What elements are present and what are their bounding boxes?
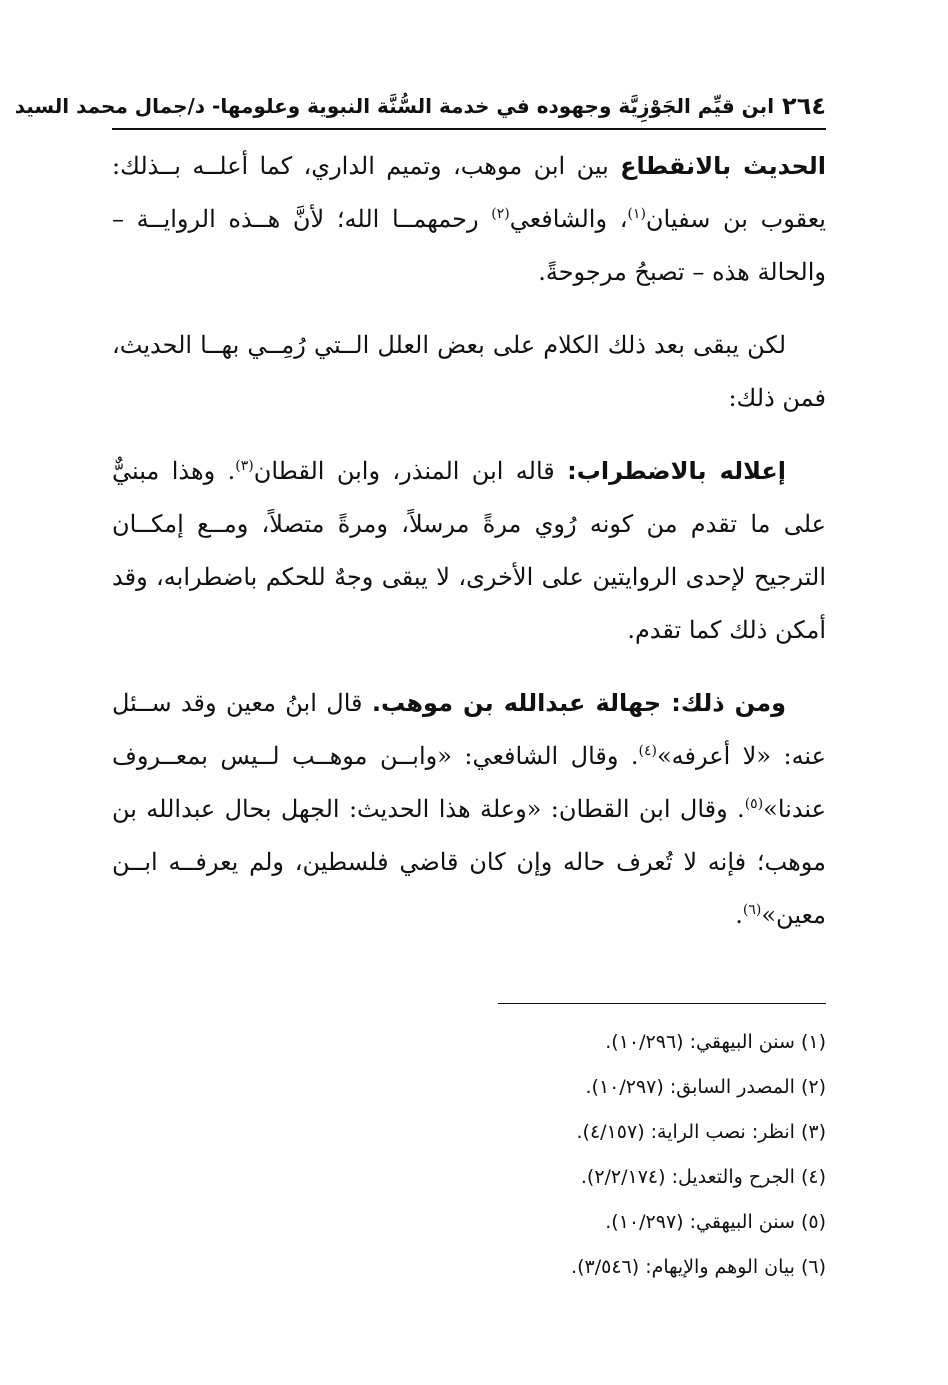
footnote: (٤) الجرح والتعديل: (٢/٢/١٧٤). — [580, 1166, 826, 1188]
footnote-ref: (٥) — [744, 796, 764, 812]
paragraph-text: بين ابن موهب، وتميم الداري، كما أعلــه بــذلك: يعقوب بن سفيان — [112, 152, 826, 233]
paragraph-text: قاله ابن المنذر، وابن القطان — [253, 457, 568, 485]
footnote: (٣) انظر: نصب الراية: (٤/١٥٧). — [576, 1121, 826, 1143]
footnote-ref: (٢) — [491, 206, 510, 222]
paragraph-idtirab — [112, 445, 826, 657]
page-number: ٢٦٤ — [782, 92, 826, 120]
footnote-ref: (١) — [627, 206, 646, 222]
paragraph-text: . وقال الشافعي: «وابــن موهــب لــيس بمعــروف عندنا» — [112, 742, 826, 823]
paragraph-text: رحمهمــا الله؛ لأنَّ هــذه الروايــة – والحالة هذه – تصبحُ مرجوحةً. — [112, 205, 826, 286]
paragraph-text: قال ابنُ معين وقد ســئل عنه: «لا أعرفه» — [112, 689, 826, 770]
footnote-ref: (٦) — [742, 902, 762, 918]
paragraph-inqita — [112, 140, 826, 299]
footnote: (٢) المصدر السابق: (١٠/٢٩٧). — [585, 1076, 826, 1098]
paragraph-jahala — [112, 677, 826, 942]
paragraph-lead: ومن ذلك: جهالة عبدالله بن موهب. — [371, 689, 786, 717]
main-text — [112, 140, 826, 962]
footnote-divider — [498, 1003, 826, 1004]
paragraph-lead: إعلاله بالاضطراب: — [567, 457, 786, 485]
running-header — [14, 88, 826, 130]
footnotes — [112, 1020, 826, 1290]
footnote-ref: (٤) — [638, 743, 657, 759]
footnote: (٥) سنن البيهقي: (١٠/٢٩٧). — [605, 1211, 826, 1233]
paragraph-other-defects — [112, 319, 826, 425]
footnote: (١) سنن البيهقي: (١٠/٢٩٦). — [605, 1031, 826, 1053]
paragraph-text: . — [735, 901, 743, 929]
paragraph-text: . وقال ابن القطان: «وعلة هذا الحديث: الجهل بحال عبدالله بن موهب؛ فإنه لا تُعرف حاله وإن كان قاضي فلسطين، ولم يعرفــه ابــن معين» — [112, 795, 826, 929]
paragraph-text: . وهذا مبنيٌّ على ما تقدم من كونه رُوي مرةً مرسلاً، ومرةً متصلاً، ومــع إمكــان الترجيح لإحدى الروايتين على الأخرى، لا يبقى وجهٌ للحكم باضطرابه، وقد أمكن ذلك كما تقدم. — [112, 457, 826, 644]
paragraph-lead: الحديث بالانقطاع — [620, 152, 826, 180]
footnote: (٦) بيان الوهم والإيهام: (٣/٥٤٦). — [571, 1256, 826, 1278]
paragraph-text: ، والشافعي — [509, 205, 628, 233]
running-title: ابن قيِّم الجَوْزِيَّة وجهوده في خدمة السُّنَّة النبوية وعلومها- د/جمال محمد السيد — [14, 94, 775, 118]
paragraph-text: لكن يبقى بعد ذلك الكلام على بعض العلل الــتي رُمِــي بهــا الحديث، فمن ذلك: — [112, 331, 826, 412]
footnote-ref: (٣) — [235, 458, 254, 474]
